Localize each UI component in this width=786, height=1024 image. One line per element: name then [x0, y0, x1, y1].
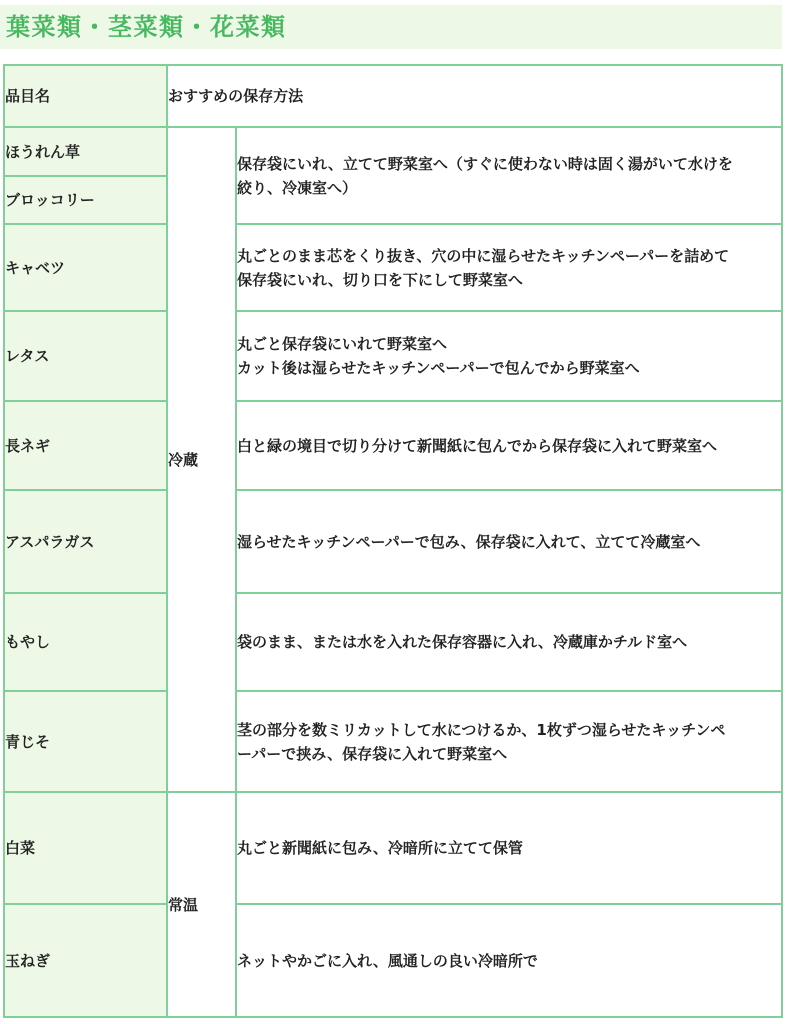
table-row	[4, 904, 782, 1017]
item-name: アスパラガス	[4, 490, 167, 593]
storage-description	[236, 224, 782, 311]
storage-description	[236, 490, 782, 593]
item-name: ブロッコリー	[4, 176, 167, 224]
description-line: ネットやかごに入れ、風通しの良い冷暗所で	[237, 951, 538, 970]
table-row	[4, 691, 782, 792]
description-line: 絞り、冷凍室へ）	[237, 178, 358, 197]
item-name: もやし	[4, 593, 167, 691]
description-line: 丸ごと保存袋にいれて野菜室へ	[237, 335, 448, 353]
description-line: 湿らせたキッチンペーパーで包み、保存袋に入れて、立てて冷蔵室へ	[237, 532, 701, 551]
description-line: 保存袋にいれ、切り口を下にして野菜室へ	[237, 270, 523, 289]
table-row	[4, 224, 782, 311]
title-bar	[0, 5, 782, 49]
description-line: 白と緑の境目で切り分けて新聞紙に包んでから保存袋に入れて野菜室へ	[237, 436, 718, 455]
item-name: 青じそ	[4, 691, 167, 792]
storage-description	[236, 127, 782, 224]
item-name: 玉ねぎ	[4, 904, 167, 1017]
storage-description	[236, 904, 782, 1017]
method-room-temperature: 常温	[167, 792, 236, 1017]
storage-description	[236, 691, 782, 792]
method-refrigerate: 冷蔵	[167, 127, 236, 792]
description-line: 袋のまま、または水を入れた保存容器に入れ、冷蔵庫かチルド室へ	[237, 633, 688, 651]
table-row	[4, 127, 782, 176]
table-row	[4, 593, 782, 691]
description-line: カット後は湿らせたキッチンペーパーで包んでから野菜室へ	[237, 359, 640, 377]
item-name: ほうれん草	[4, 127, 167, 176]
item-name: レタス	[4, 311, 167, 401]
storage-description	[236, 593, 782, 691]
item-name: 白菜	[4, 792, 167, 904]
description-line: 丸ごとのまま芯をくり抜き、穴の中に湿らせたキッチンペーパーを詰めて	[237, 246, 730, 265]
description-line: 茎の部分を数ミリカットして水につけるか、1枚ずつ湿らせたキッチンペ	[237, 720, 726, 739]
table-header-row	[4, 65, 782, 127]
item-name: 長ネギ	[4, 401, 167, 490]
storage-description	[236, 311, 782, 401]
description-line: ーパーで挟み、保存袋に入れて野菜室へ	[237, 744, 508, 763]
storage-description	[236, 792, 782, 904]
item-name: キャベツ	[4, 224, 167, 311]
table-row	[4, 311, 782, 401]
storage-description	[236, 401, 782, 490]
storage-table	[3, 64, 783, 1018]
header-storage-method: おすすめの保存方法	[167, 65, 782, 127]
page-title: 葉菜類・茎菜類・花菜類	[6, 13, 287, 41]
description-line: 丸ごと新聞紙に包み、冷暗所に立てて保管	[237, 839, 523, 857]
table-row	[4, 792, 782, 904]
header-item-name: 品目名	[4, 65, 167, 127]
description-line: 保存袋にいれ、立てて野菜室へ（すぐに使わない時は固く湯がいて水けを	[237, 154, 733, 173]
table-row	[4, 401, 782, 490]
table-row	[4, 490, 782, 593]
